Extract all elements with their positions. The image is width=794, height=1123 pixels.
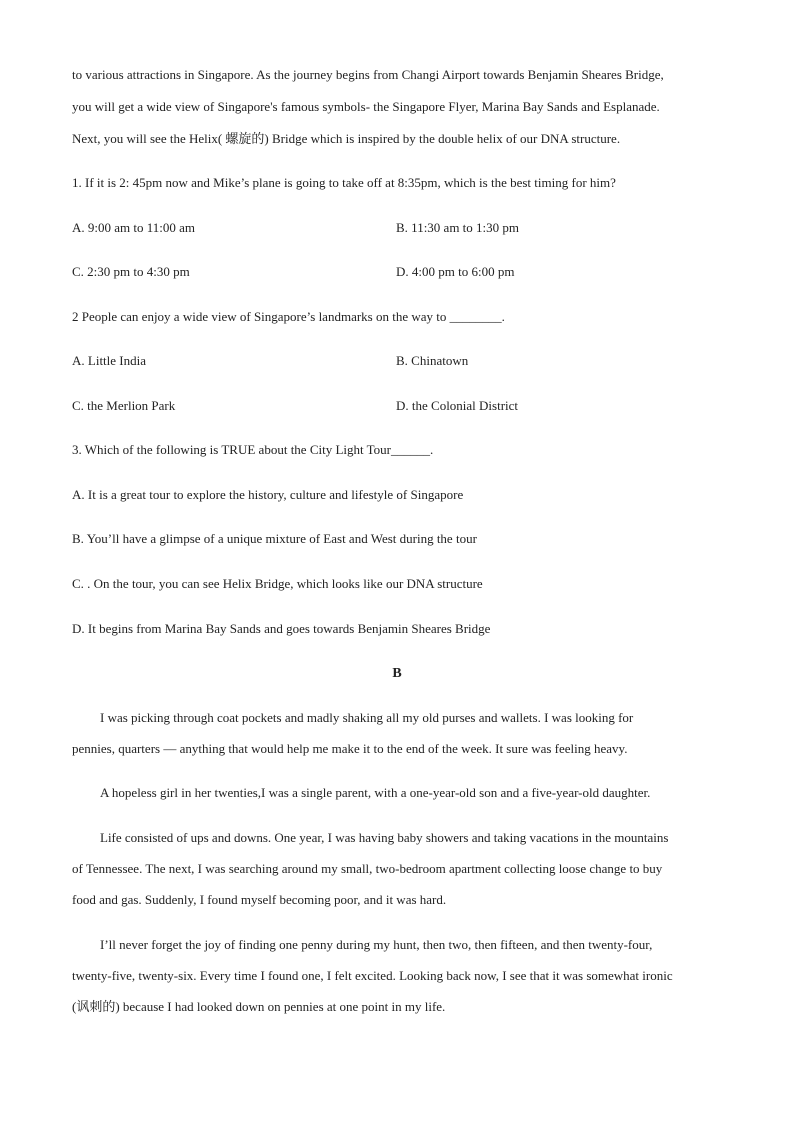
section-b-heading: B [392,666,402,681]
section-b-paragraph-2-line-1: A hopeless girl in her twenties,I was a single parent, with a one-year-old son and a five-year-old daughter. [100,785,651,800]
question-1-option-b: B. 11:30 am to 1:30 pm [396,220,520,235]
section-b-paragraph-1-line-1: I was picking through coat pockets and madly shaking all my old purses and wallets. I was looking for [100,710,634,725]
question-2-option-a: A. Little India [72,353,147,368]
section-b-paragraph-4-line-3: (讽刺的) because I had looked down on pennies at one point in my life. [72,999,446,1014]
question-1-option-d: D. 4:00 pm to 6:00 pm [396,264,515,279]
question-2-option-b: B. Chinatown [396,353,469,368]
passage-a-line-3: Next, you will see the Helix( 螺旋的) Bridge which is inspired by the double helix of our DNA structure. [72,131,621,146]
question-3-option-c: C. . On the tour, you can see Helix Bridge, which looks like our DNA structure [72,576,483,591]
section-b-paragraph-4-line-2: twenty-five, twenty-six. Every time I found one, I felt excited. Looking back now, I see that it was somewhat ironic [72,968,673,983]
question-1-option-c: C. 2:30 pm to 4:30 pm [72,264,190,279]
section-b-paragraph-3-line-1: Life consisted of ups and downs. One year, I was having baby showers and taking vacations in the mountains [100,830,669,845]
question-2-option-c: C. the Merlion Park [72,398,176,413]
question-2-option-d: D. the Colonial District [396,398,519,413]
question-1-stem: 1. If it is 2: 45pm now and Mike’s plane is going to take off at 8:35pm, which is the best timing for him? [72,175,616,190]
section-b-paragraph-1-line-2: pennies, quarters — anything that would help me make it to the end of the week. It sure was feeling heavy. [72,741,628,756]
question-2-stem: 2 People can enjoy a wide view of Singapore’s landmarks on the way to ________. [72,309,505,324]
section-b-paragraph-4-line-1: I’ll never forget the joy of finding one penny during my hunt, then two, then fifteen, and then twenty-four, [100,937,653,952]
question-3-option-b: B. You’ll have a glimpse of a unique mixture of East and West during the tour [72,531,477,546]
passage-a-line-2: you will get a wide view of Singapore's famous symbols- the Singapore Flyer, Marina Bay Sands and Esplanade. [72,99,660,114]
question-3-option-a: A. It is a great tour to explore the history, culture and lifestyle of Singapore [72,487,464,502]
section-b-paragraph-3-line-3: food and gas. Suddenly, I found myself becoming poor, and it was hard. [72,892,447,907]
passage-a-line-1: to various attractions in Singapore. As the journey begins from Changi Airport towards Benjamin Sheares Bridge, [72,67,664,82]
section-b-paragraph-3-line-2: of Tennessee. The next, I was searching around my small, two-bedroom apartment collecting loose change to buy [72,861,663,876]
question-3-stem: 3. Which of the following is TRUE about the City Light Tour______. [72,442,434,457]
question-3-option-d: D. It begins from Marina Bay Sands and goes towards Benjamin Sheares Bridge [72,621,491,636]
question-1-option-a: A. 9:00 am to 11:00 am [72,220,196,235]
